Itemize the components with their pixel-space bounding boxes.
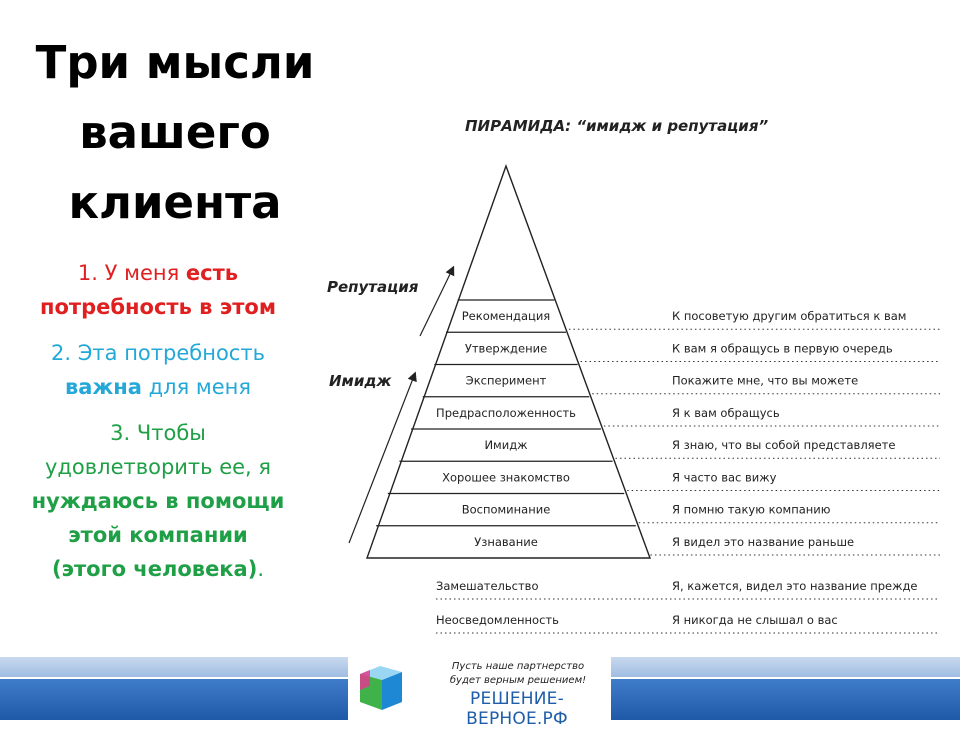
- thought-2-part-a: 2. Эта потребность: [51, 341, 265, 365]
- thought-3-part-c: нуждаюсь в помощи: [31, 489, 285, 513]
- below-pyramid-levels: [436, 579, 940, 633]
- thought-1-part-b: есть: [185, 261, 239, 285]
- slogan-line-2: будет верным решением!: [449, 675, 587, 686]
- level-description: Покажите мне, что вы можете: [672, 373, 859, 388]
- level-description: Я помню такую компанию: [672, 502, 831, 517]
- level-description: Я знаю, что вы собой представляете: [672, 438, 896, 453]
- level-name: Предрасположенность: [436, 405, 576, 420]
- thought-1-part-a: 1. У меня: [77, 261, 186, 285]
- level-name: Эксперимент: [465, 373, 547, 388]
- reputation-label: Репутация: [327, 278, 419, 296]
- below-level-description: Я никогда не слышал о вас: [672, 613, 838, 627]
- reputation-arrow: [420, 270, 452, 336]
- level-name: Рекомендация: [461, 309, 551, 324]
- level-description: Я видел это название раньше: [672, 534, 855, 549]
- thought-3-part-d: этой компании: [68, 523, 248, 547]
- thought-2-part-b: важна: [64, 375, 142, 399]
- level-description: К посоветую другим обратиться к вам: [672, 309, 907, 324]
- cube-logo-icon: [354, 660, 408, 714]
- thought-3-part-b: удовлетворить ее, я: [44, 455, 272, 479]
- level-name: Утверждение: [464, 341, 548, 356]
- level-description: Я часто вас вижу: [672, 470, 777, 485]
- below-level-name: Неосведомленность: [436, 613, 559, 627]
- level-description: Я к вам обращусь: [672, 405, 780, 420]
- pyramid-title: ПИРАМИДА: “имидж и репутация”: [465, 117, 769, 135]
- slogan-line-1: Пусть наше партнерство: [451, 661, 585, 672]
- level-name: Воспоминание: [461, 502, 551, 517]
- level-name: Имидж: [484, 438, 528, 453]
- below-level-name: Замешательство: [436, 579, 539, 593]
- level-name: Узнавание: [474, 534, 538, 549]
- thought-3-part-a: 3. Чтобы: [110, 421, 206, 445]
- below-level-description: Я, кажется, видел это название прежде: [672, 579, 918, 593]
- footer-slogan: [428, 660, 608, 688]
- title-line-2: вашего: [79, 106, 271, 159]
- image-label: Имидж: [329, 372, 392, 390]
- pyramid-outline: [367, 166, 650, 558]
- level-name: Хорошее знакомство: [442, 470, 570, 485]
- site-name[interactable]: РЕШЕНИЕ-ВЕРНОЕ.РФ: [466, 689, 568, 729]
- thought-3-part-f: .: [257, 557, 265, 581]
- thought-1-part-c: потребность в этом: [39, 295, 276, 319]
- title-line-1: Три мысли: [35, 36, 315, 89]
- thought-3-part-e: (этого человека): [51, 557, 258, 581]
- level-description: К вам я обращусь в первую очередь: [672, 341, 893, 356]
- thought-2-part-c: для меня: [141, 375, 252, 399]
- title-line-3: клиента: [68, 176, 282, 229]
